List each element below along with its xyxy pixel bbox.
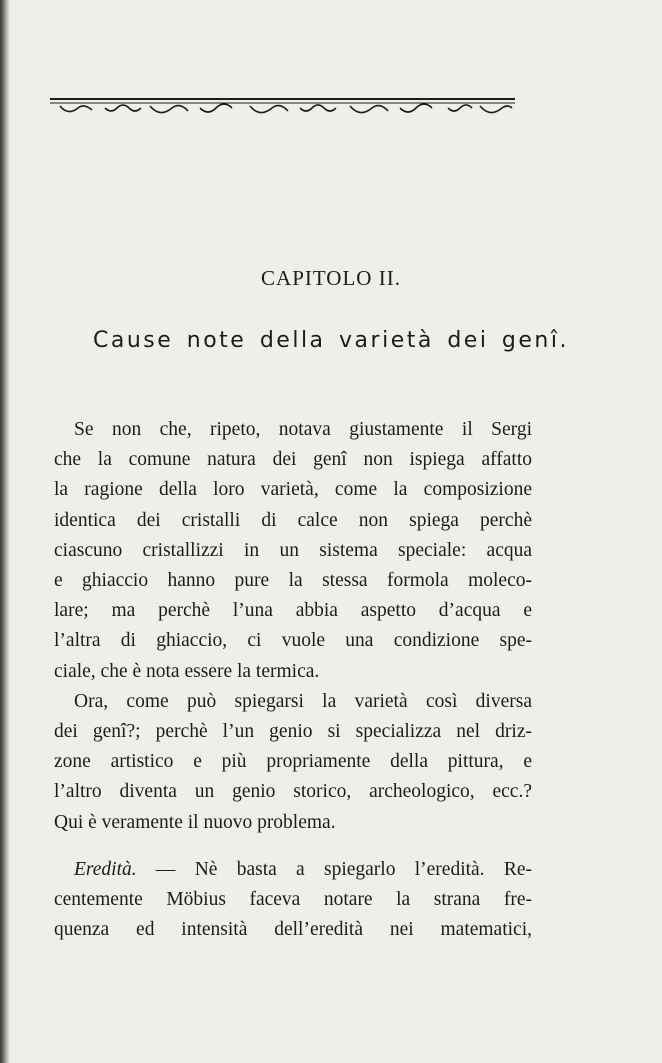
- paragraph-2: [54, 687, 532, 838]
- text-line: zone artistico e più propriamente della pittura, e: [54, 751, 532, 773]
- text-line: ciascuno cristallizzi in un sistema speciale: acqua: [54, 539, 532, 561]
- text-line: quenza ed intensità dell’eredità nei matematici,: [54, 919, 532, 941]
- text-line: e ghiaccio hanno pure la stessa formola moleco-: [54, 570, 532, 592]
- text-line: la ragione della loro varietà, come la composizione: [54, 479, 532, 501]
- paragraph-3: [54, 855, 532, 946]
- paragraph-1: [54, 415, 532, 687]
- text-line: Ora, come può spiegarsi la varietà così diversa: [74, 690, 532, 712]
- page-binding-edge: [0, 0, 10, 1063]
- text-line: [54, 855, 532, 885]
- text-line: lare; ma perchè l’una abbia aspetto d’acqua e: [54, 600, 532, 622]
- text-line: l’altra di ghiaccio, ci vuole una condizione spe-: [54, 630, 532, 652]
- text-line-rest: — Nè basta a spiegarlo l’eredità. Re-: [136, 858, 532, 880]
- text-line: ciale, che è nota essere la termica.: [54, 660, 320, 682]
- text-line: dei genî?; perchè l’un genio si specializza nel driz-: [54, 721, 532, 743]
- text-line: Qui è veramente il nuovo problema.: [54, 811, 336, 833]
- text-line: identica dei cristalli di calce non spiega perchè: [54, 509, 532, 531]
- body-text: [54, 415, 532, 945]
- text-line: che la comune natura dei genî non ispiega affatto: [54, 449, 532, 471]
- text-line: centemente Möbius faceva notare la strana fre-: [54, 889, 532, 911]
- ornamental-rule: [50, 96, 515, 122]
- chapter-heading: CAPITOLO II.: [261, 266, 401, 290]
- chapter-title: Cause note della varietà dei genî.: [93, 328, 569, 353]
- section-heading-ereditta: Eredità.: [74, 858, 137, 880]
- text-line: Se non che, ripeto, notava giustamente il Sergi: [74, 419, 532, 440]
- text-line: l’altro diventa un genio storico, archeologico, ecc.?: [54, 781, 532, 803]
